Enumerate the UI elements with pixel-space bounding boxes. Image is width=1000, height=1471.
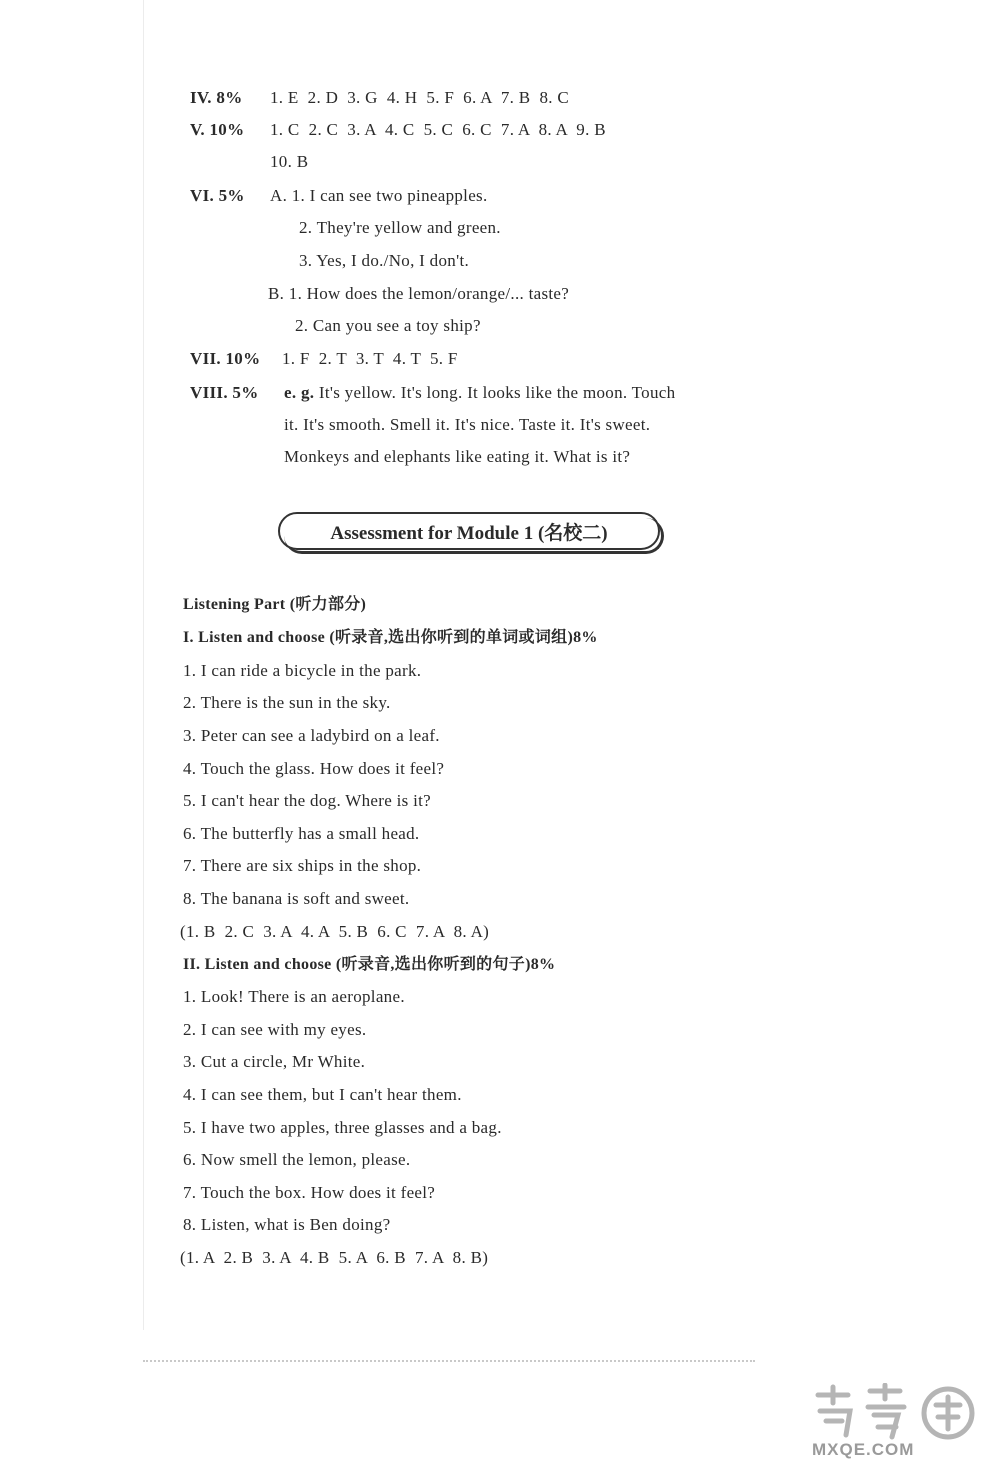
- answer-viii-eg: e. g.: [284, 383, 315, 402]
- answer-iv: [190, 87, 569, 109]
- answer-viii-line3: Monkeys and elephants like eating it. What is it?: [284, 447, 631, 466]
- answer-vi-b1: 1. How does the lemon/orange/... taste?: [288, 284, 570, 303]
- part2-item-2: 2. I can see with my eyes.: [183, 1020, 367, 1039]
- answer-v-text: 1. C 2. C 3. A 4. C 5. C 6. C 7. A 8. A 9. B: [270, 120, 606, 139]
- answer-viii-label: VIII. 5%: [190, 383, 259, 402]
- part2-item-6: 6. Now smell the lemon, please.: [183, 1150, 411, 1169]
- part2-heading: II. Listen and choose (听录音,选出你听到的句子)8%: [183, 956, 556, 973]
- answer-viii-line2: it. It's smooth. Smell it. It's nice. Taste it. It's sweet.: [284, 415, 651, 434]
- watermark-text: MXQE.COM: [812, 1440, 915, 1459]
- part1-heading: I. Listen and choose (听录音,选出你听到的单词或词组)8%: [183, 629, 598, 646]
- answer-vi-b-label: B.: [268, 284, 285, 303]
- part2-item-5: 5. I have two apples, three glasses and a bag.: [183, 1118, 502, 1137]
- part2-item-8: 8. Listen, what is Ben doing?: [183, 1215, 391, 1234]
- part1-key: (1. B 2. C 3. A 4. A 5. B 6. C 7. A 8. A): [180, 922, 490, 941]
- answer-vi-a3: 3. Yes, I do./No, I don't.: [299, 251, 470, 270]
- margin-line: [143, 0, 144, 1330]
- answer-vi-a2: 2. They're yellow and green.: [299, 218, 501, 237]
- part2-item-1: 1. Look! There is an aeroplane.: [183, 987, 405, 1006]
- bottom-rule: [143, 1360, 755, 1362]
- section-title: Assessment for Module 1 (名校二): [330, 522, 608, 544]
- part2-item-7: 7. Touch the box. How does it feel?: [183, 1183, 436, 1202]
- part1-item-1: 1. I can ride a bicycle in the park.: [183, 661, 422, 680]
- answer-iv-text: 1. E 2. D 3. G 4. H 5. F 6. A 7. B 8. C: [270, 88, 570, 107]
- part1-item-3: 3. Peter can see a ladybird on a leaf.: [183, 726, 440, 745]
- answer-v-label: V. 10%: [190, 120, 245, 139]
- part2-key: (1. A 2. B 3. A 4. B 5. A 6. B 7. A 8. B): [180, 1248, 489, 1267]
- part1-item-6: 6. The butterfly has a small head.: [183, 824, 420, 843]
- part2-item-3: 3. Cut a circle, Mr White.: [183, 1052, 366, 1071]
- part1-item-2: 2. There is the sun in the sky.: [183, 693, 391, 712]
- answer-vi-b: [268, 283, 569, 305]
- answer-vi-b2: 2. Can you see a toy ship?: [295, 316, 481, 335]
- answer-vii: [190, 348, 458, 370]
- answer-v-text2: 10. B: [270, 152, 309, 171]
- section-title-box: [278, 512, 660, 550]
- part1-item-8: 8. The banana is soft and sweet.: [183, 889, 410, 908]
- answer-vii-label: VII. 10%: [190, 349, 261, 368]
- part2-item-4: 4. I can see them, but I can't hear them.: [183, 1085, 462, 1104]
- answer-vi-a1: 1. I can see two pineapples.: [291, 186, 488, 205]
- answer-viii: [190, 382, 675, 404]
- part1-item-5: 5. I can't hear the dog. Where is it?: [183, 791, 431, 810]
- answer-vii-text: 1. F 2. T 3. T 4. T 5. F: [282, 349, 458, 368]
- part1-item-7: 7. There are six ships in the shop.: [183, 856, 422, 875]
- answer-vi-label: VI. 5%: [190, 186, 245, 205]
- listening-heading: Listening Part (听力部分): [183, 596, 367, 613]
- answer-vi: [190, 185, 488, 207]
- answer-v: [190, 119, 606, 141]
- part1-item-4: 4. Touch the glass. How does it feel?: [183, 759, 445, 778]
- answer-viii-line1: It's yellow. It's long. It looks like the moon. Touch: [318, 383, 676, 402]
- answer-iv-label: IV. 8%: [190, 88, 243, 107]
- answer-vi-a-label: A.: [270, 186, 288, 205]
